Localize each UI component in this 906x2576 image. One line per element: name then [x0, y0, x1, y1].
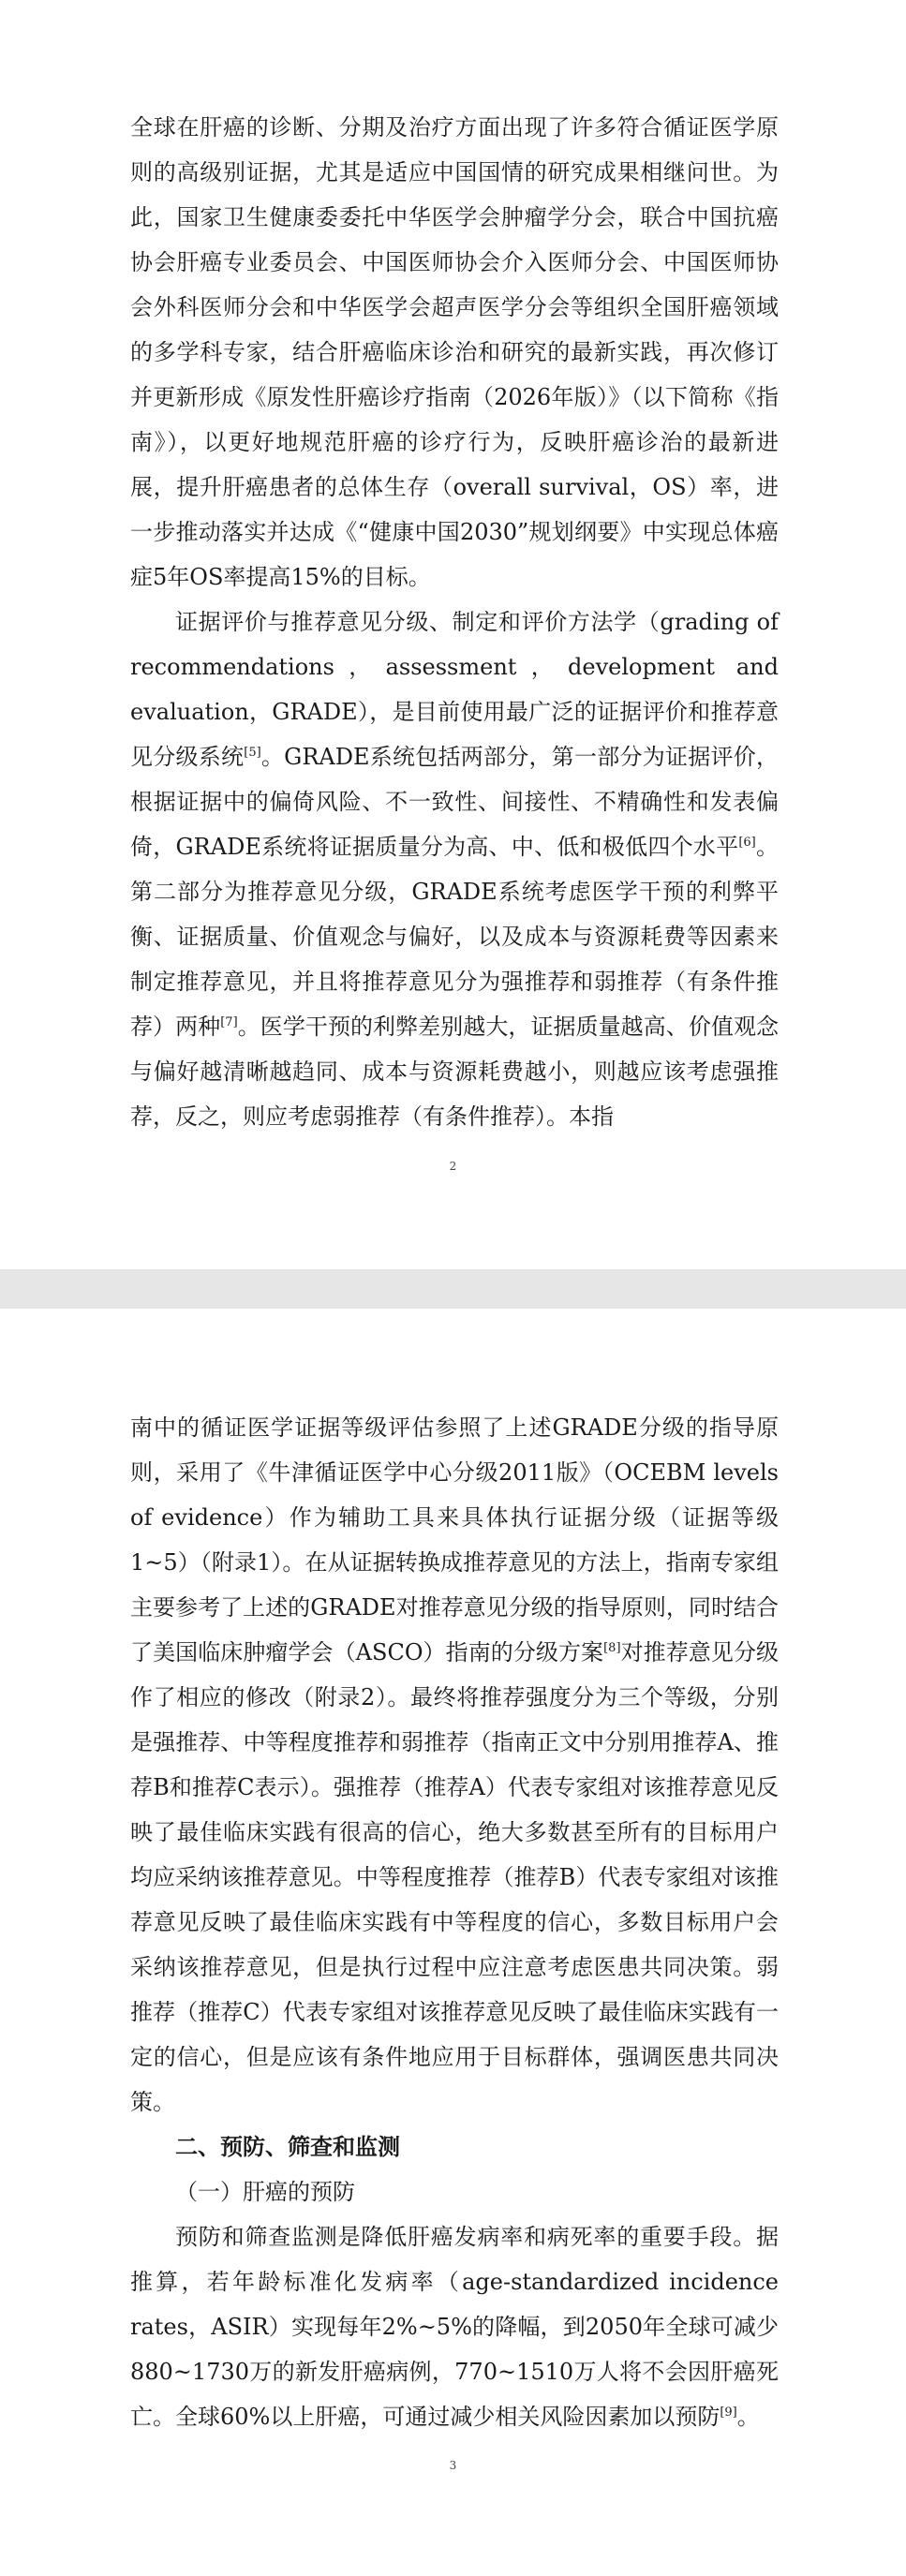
citation-ref: [7] — [220, 1015, 238, 1029]
paragraph: 证据评价与推荐意见分级、制定和评价方法学（grading of recommendations，assessment，development and evaluation，GRADE），是目前使用最广泛的证据评价和推荐意见分级系统[5]。GRADE系统包括两部分，第一部分为证据评价，根据证据中的偏倚风险、不一致性、间接性、不精确性和发表偏倚，GRADE系统将证据质量分为高、中、低和极低四个水平[6]。第二部分为推荐意见分级，GRADE系统考虑医学干预的利弊平衡、证据质量、价值观念与偏好，以及成本与资源耗费等因素来制定推荐意见，并且将推荐意见分为强推荐和弱推荐（有条件推荐）两种[7]。医学干预的利弊差别越大，证据质量越高、价值观念与偏好越清晰越趋同、成本与资源耗费越小，则越应该考虑强推荐，反之，则应考虑弱推荐（有条件推荐）。本指 — [130, 609, 780, 1130]
citation-ref: [6] — [738, 836, 756, 850]
paragraph: 预防和筛查监测是降低肝癌发病率和病死率的重要手段。据推算，若年龄标准化发病率（age-standardized incidence rates，ASIR）实现每年2%~5%的降幅，到2050年全球可减少880~1730万的新发肝癌病例，770~1510万人将不会因肝癌死亡。全球60%以上肝癌，可通过减少相关风险因素加以预防[9]。 — [130, 2224, 779, 2430]
citation-ref: [9] — [720, 2406, 737, 2420]
paragraph: 全球在肝癌的诊断、分期及治疗方面出现了许多符合循证医学原则的高级别证据，尤其是适应中国国情的研究成果相继问世。为此，国家卫生健康委委托中华医学会肿瘤学分会，联合中国抗癌协会肝癌专业委员会、中国医师协会介入医师分会、中国医师协会外科医师分会和中华医学会超声医学分会等组织全国肝癌领域的多学科专家，结合肝癌临床诊治和研究的最新实践，再次修订并更新形成《原发性肝癌诊疗指南（2026年版）》（以下简称《指南》），以更好地规范肝癌的诊疗行为，反映肝癌诊治的最新进展，提升肝癌患者的总体生存（overall survival，OS）率，进一步推动落实并达成《“健康中国2030”规划纲要》中实现总体癌症5年OS率提高15%的目标。 — [130, 114, 779, 590]
page-body — [130, 1405, 779, 2439]
document-page-2 — [0, 0, 906, 1269]
paragraph: 南中的循证医学证据等级评估参照了上述GRADE分级的指导原则，采用了《牛津循证医学中心分级2011版》（OCEBM levels of evidence）作为辅助工具来具体执行证据分级（证据等级1~5）（附录1）。在从证据转换成推荐意见的方法上，指南专家组主要参考了上述的GRADE对推荐意见分级的指导原则，同时结合了美国临床肿瘤学会（ASCO）指南的分级方案[8]对推荐意见分级作了相应的修改（附录2）。最终将推荐强度分为三个等级，分别是强推荐、中等程度推荐和弱推荐（指南正文中分别用推荐A、推荐B和推荐C表示）。强推荐（推荐A）代表专家组对该推荐意见反映了最佳临床实践有很高的信心，绝大多数甚至所有的目标用户均应采纳该推荐意见。中等程度推荐（推荐B）代表专家组对该推荐意见反映了最佳临床实践有中等程度的信心，多数目标用户会采纳该推荐意见，但是执行过程中应注意考虑医患共同决策。弱推荐（推荐C）代表专家组对该推荐意见反映了最佳临床实践有一定的信心，但是应该有条件地应用于目标群体，强调医患共同决策。 — [130, 1414, 780, 2115]
document-page-3 — [0, 1309, 906, 2576]
page-body — [130, 105, 779, 1139]
citation-ref: [8] — [603, 1641, 621, 1655]
subsection-heading: （一）肝癌的预防 — [175, 2179, 355, 2205]
section-heading: 二、预防、筛查和监测 — [175, 2133, 400, 2160]
page-number: 3 — [449, 2459, 457, 2472]
citation-ref: [5] — [244, 746, 261, 760]
page-number: 2 — [449, 1160, 457, 1173]
